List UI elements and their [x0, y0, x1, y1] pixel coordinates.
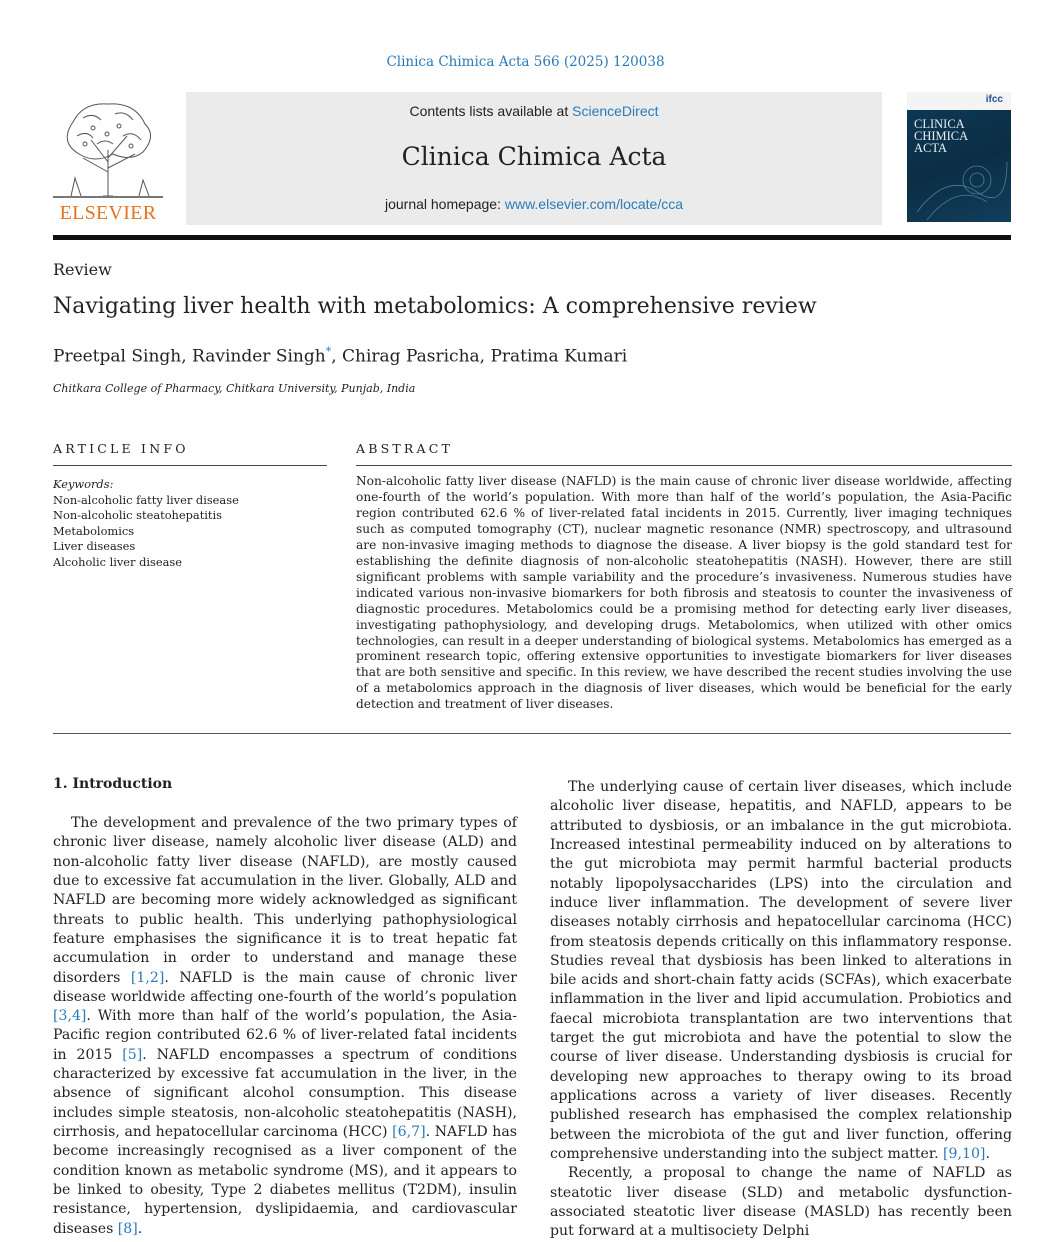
authors-primary[interactable]: Preetpal Singh, Ravinder Singh — [53, 346, 326, 367]
body-text: . With more than half of the world’s population, the Asia-Pacific region contributed 62.6 % of liver-related fatal incidents in 2015 — [53, 1008, 517, 1063]
body-paragraph — [550, 778, 1012, 1164]
journal-cover[interactable] — [907, 92, 1011, 222]
contents-line — [186, 103, 882, 119]
homepage-prefix: journal homepage: — [384, 196, 505, 212]
abstract-heading: ABSTRACT — [356, 441, 454, 456]
body-text: The underlying cause of certain liver diseases, which include alcoholic liver disease, hepatitis, and NAFLD, appears to be attributed to dysbiosis, or an imbalance in the gut microbiota. Increased intestinal permeability induced on by alterations to the gut microbiota may permit harmful bacterial products notably lipopolysaccharides (LPS) into the circulation and induce liver inflammation. The development of severe liver diseases notably cirrhosis and hepatocellular carcinoma (HCC) from steatosis depends critically on this inflammatory response. Studies reveal that dysbiosis has been linked to alterations in bile acids and short-chain fatty acids (SCFAs), which exacerbate inflammation in the liver and lipid accumulation. Probiotics and faecal microbiota transplantation are two interventions that target the gut microbiota and have the potential to slow the course of liver disease. Understanding dysbiosis is crucial for developing new approaches to therapy owing to its broad applications across a variety of liver diseases. Recently published research has emphasised the complex relationship between the microbiota of the gut and liver function, offering comprehensive understanding into the subject matter. — [550, 779, 1012, 1162]
keyword-item: Liver diseases — [53, 539, 136, 554]
publisher-name: ELSEVIER — [59, 202, 157, 224]
cover-badge: ifcc — [985, 94, 1003, 105]
keywords-label: Keywords: — [53, 477, 114, 491]
cover-title-line: ACTA — [914, 141, 948, 155]
authors-secondary[interactable]: , Chirag Pasricha, Pratima Kumari — [331, 346, 628, 367]
homepage-line — [186, 196, 882, 212]
journal-citation[interactable]: Clinica Chimica Acta 566 (2025) 120038 — [386, 54, 665, 70]
keywords-block — [53, 477, 239, 571]
citation-link[interactable]: [8] — [117, 1220, 138, 1237]
author-list — [53, 345, 627, 367]
body-column-left — [53, 814, 517, 1239]
journal-name: Clinica Chimica Acta — [401, 142, 667, 171]
contents-prefix: Contents lists available at — [409, 103, 573, 119]
body-column-right — [550, 778, 1012, 1242]
body-text: The development and prevalence of the two primary types of chronic liver disease, namely alcoholic liver disease (ALD) and non-alcoholic fatty liver disease (NAFLD), are mostly caused due to excessive fat accumulation in the liver. Globally, ALD and NAFLD are becoming more widely acknowledged as significant threats to public health. This underlying pathophysiological feature emphasises the significance it is to treat hepatic fat accumulation in order to understand and manage these disorders — [53, 815, 517, 986]
homepage-link[interactable]: www.elsevier.com/locate/cca — [504, 196, 684, 212]
body-paragraph: Recently, a proposal to change the name of NAFLD as steatotic liver disease (SLD) and metabolic dysfunction-associated steatotic liver disease (MASLD) has recently been put forward at a multisociety Delphi — [550, 1165, 1012, 1240]
cover-title-line: CLINICA — [914, 117, 965, 131]
abstract-text: Non-alcoholic fatty liver disease (NAFLD) is the main cause of chronic liver disease worldwide, affecting one-fourth of the world’s population. With more than half of the world’s population, the Asia-Pacific region contributed 62.6 % of liver-related fatal incidents in 2015. Currently, liver imaging techniques such as computed tomography (CT), nuclear magnetic resonance (NMR) spectroscopy, and ultrasound are non-invasive imaging methods to diagnose the disease. A liver biopsy is the gold standard test for establishing the definite diagnosis of non-alcoholic steatohepatitis (NASH). However, there are still significant problems with sample variability and the procedure’s invasiveness. Numerous studies have indicated various non-invasive biomarkers for both fibrosis and steatosis to counter the invasiveness of diagnostic procedures. Metabolomics could be a promising method for detecting early liver diseases, investigating pathophysiology, and developing drugs. Metabolomics, when utilized with other omics technologies, can result in a deeper understanding of biological systems. Metabolomics has emerged as a prominent research topic, offering extensive opportunities to investigate biomarkers for liver diseases that are both sensitive and specific. In this review, we have described the recent studies involving the use of a metabolomics approach in the diagnosis of liver diseases, which would be beneficial for the early detection and treatment of liver diseases. — [356, 474, 1012, 712]
elsevier-tree-icon — [53, 92, 163, 200]
abstract-bottom-rule — [53, 733, 1011, 734]
section-heading-introduction: 1. Introduction — [53, 776, 173, 792]
keyword-item: Non-alcoholic steatohepatitis — [53, 508, 222, 523]
cover-art-icon — [907, 92, 1011, 222]
article-info-rule — [53, 465, 327, 466]
body-text: . — [137, 1220, 143, 1237]
affiliation: Chitkara College of Pharmacy, Chitkara University, Punjab, India — [53, 382, 416, 395]
cover-title-line: CHIMICA — [914, 129, 969, 143]
citation-link[interactable]: [6,7] — [392, 1124, 426, 1140]
citation-link[interactable]: [1,2] — [130, 969, 165, 986]
corresponding-author-mark[interactable]: * — [325, 345, 332, 358]
keyword-item: Metabolomics — [53, 523, 135, 538]
article-type: Review — [53, 260, 112, 279]
citation-link[interactable]: [5] — [122, 1046, 143, 1063]
citation-link[interactable]: [9,10] — [943, 1145, 986, 1162]
header-rule — [53, 235, 1011, 240]
body-text: . — [985, 1145, 990, 1162]
elsevier-logo[interactable] — [53, 92, 163, 225]
body-paragraph — [53, 814, 517, 1239]
body-text: . NAFLD is the main cause of chronic liver disease worldwide affecting one-fourth of the world’s population — [53, 969, 517, 1005]
journal-banner — [186, 92, 882, 225]
sciencedirect-link[interactable]: ScienceDirect — [572, 103, 659, 119]
article-title: Navigating liver health with metabolomics: A comprehensive review — [53, 294, 817, 319]
body-text: . NAFLD has become increasingly recognised as a liver component of the condition known as metabolic syndrome (MS), and it appears to be linked to obesity, Type 2 diabetes mellitus (T2DM), insulin resistance, hypertension, dyslipidaemia, and cardiovascular diseases — [53, 1124, 517, 1237]
body-text: . NAFLD encompasses a spectrum of conditions characterized by excessive fat accumulation in the liver, in the absence of significant alcohol consumption. This disease includes simple steatosis, non-alcoholic steatohepatitis (NASH), cirrhosis, and hepatocellular carcinoma (HCC) — [53, 1046, 517, 1140]
keyword-item: Non-alcoholic fatty liver disease — [53, 492, 239, 507]
keyword-item: Alcoholic liver disease — [53, 554, 183, 569]
article-info-heading: ARTICLE INFO — [53, 441, 189, 456]
abstract-rule — [356, 465, 1012, 466]
citation-link[interactable]: [3,4] — [53, 1008, 87, 1025]
journal-header — [53, 92, 1011, 225]
